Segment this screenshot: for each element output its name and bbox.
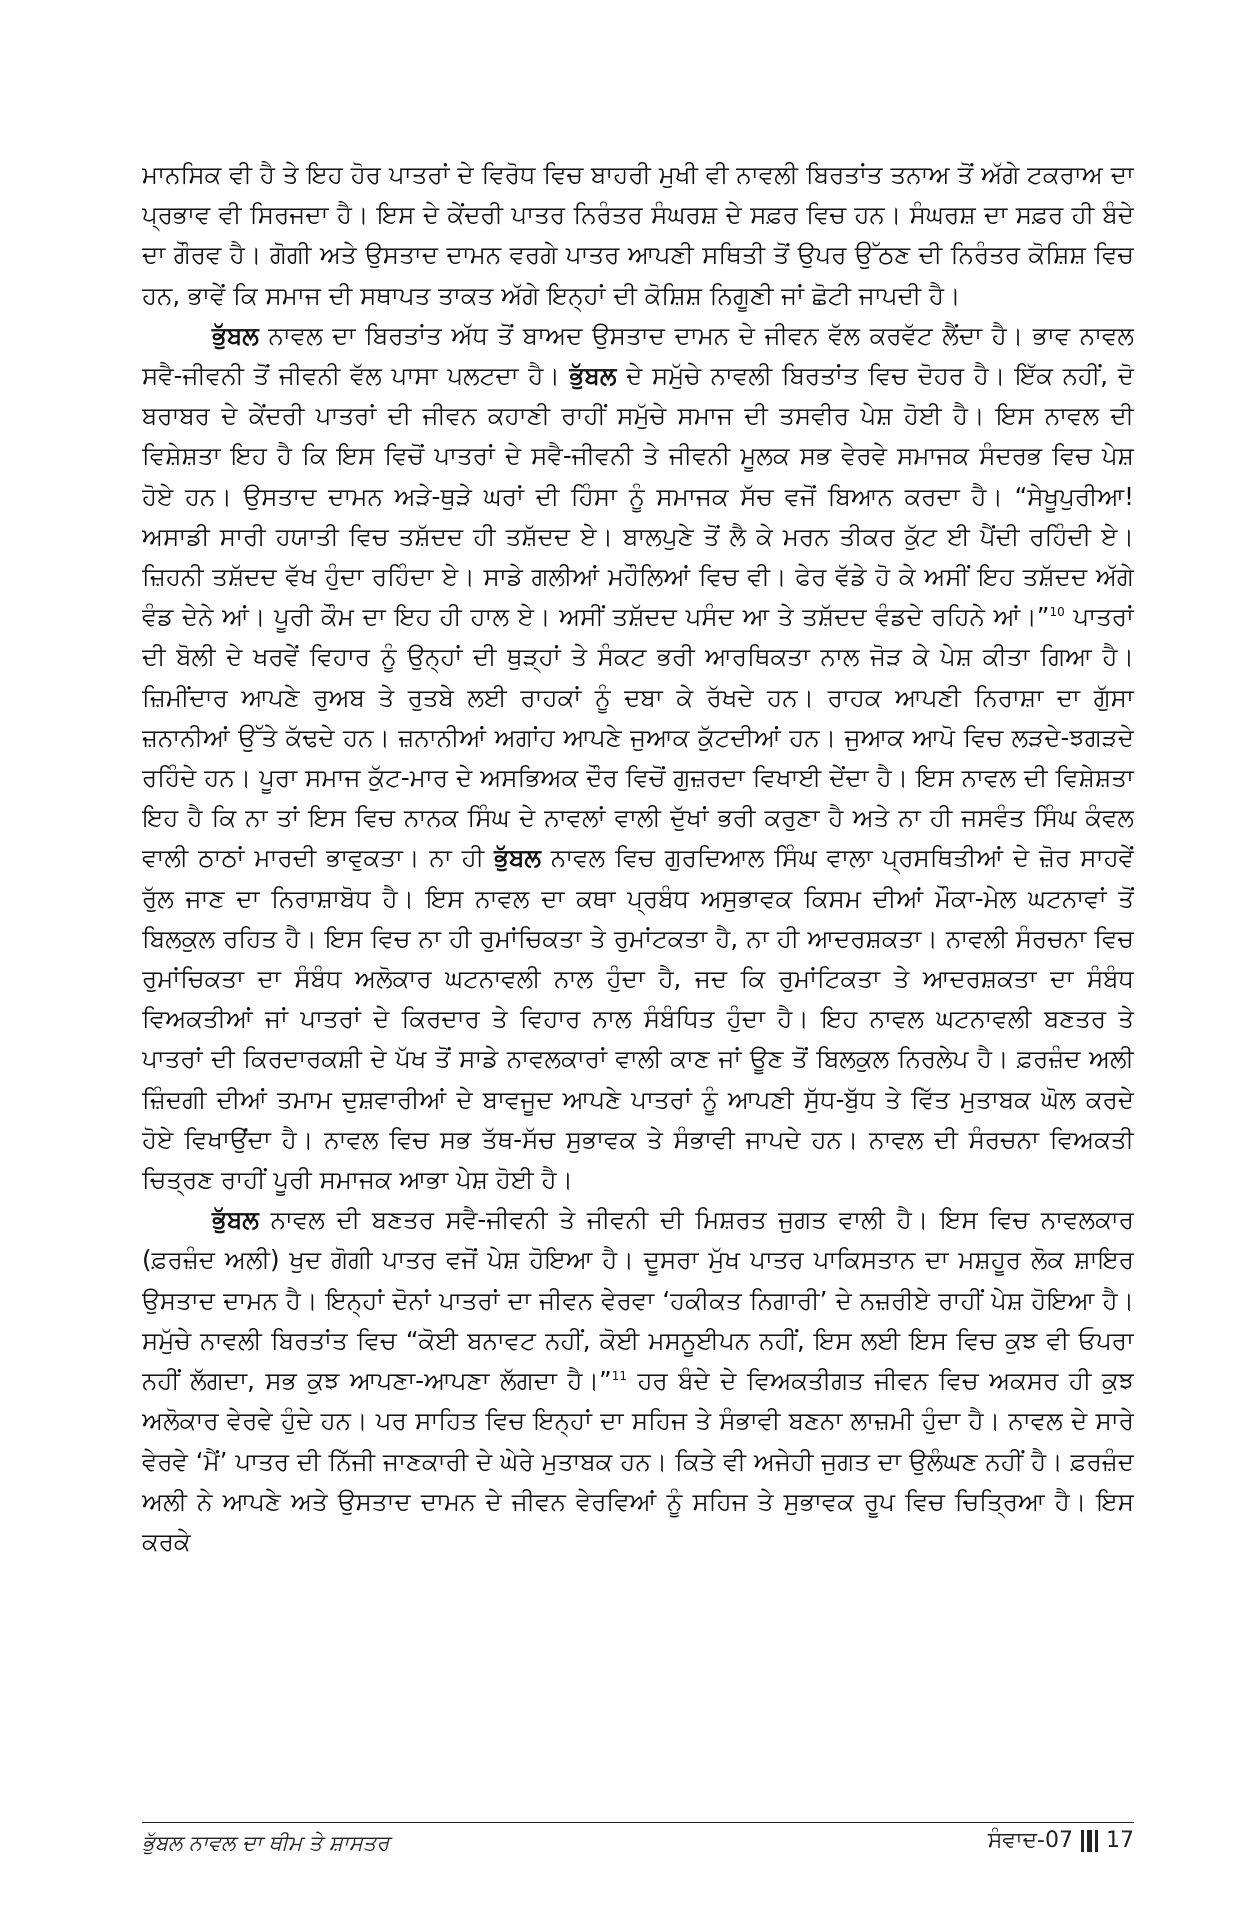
novel-title-bold: ਭੁੱਬਲ — [212, 320, 259, 350]
novel-title-bold: ਭੁੱਬਲ — [569, 361, 617, 391]
paragraph-2-text-c: ਪਾਤਰਾਂ ਦੀ ਬੋਲੀ ਦੇ ਖਰਵੇਂ ਵਿਹਾਰ ਨੂੰ ਉਨ੍ਹਾਂ ਦੀ ਥੁੜ੍ਹਾਂ ਤੇ ਸੰਕਟ ਭਰੀ ਆਰਥਿਕਤਾ ਨਾਲ ਜੋੜ ਕੇ ਪੇਸ਼ ਕੀਤਾ ਗਿਆ ਹੈ। ਜ਼ਿਮੀਂਦਾਰ ਆਪਣੇ ਰੁਅਬ ਤੇ ਰੁਤਬੇ ਲਈ ਰਾਹਕਾਂ ਨੂੰ ਦਬਾ ਕੇ ਰੱਖਦੇ ਹਨ। ਰਾਹਕ ਆਪਣੀ ਨਿਰਾਸ਼ਾ ਦਾ ਗੁੱਸਾ ਜ਼ਨਾਨੀਆਂ ਉੱਤੇ ਕੱਢਦੇ ਹਨ। ਜ਼ਨਾਨੀਆਂ ਅਗਾਂਹ ਆਪਣੇ ਜੁਆਕ ਕੁੱਟਦੀਆਂ ਹਨ। ਜੁਆਕ ਆਪੋ ਵਿਚ ਲੜਦੇ-ਝਗੜਦੇ ਰਹਿੰਦੇ ਹਨ। ਪੂਰਾ ਸਮਾਜ ਕੁੱਟ-ਮਾਰ ਦੇ ਅਸਭਿਅਕ ਦੌਰ ਵਿਚੋਂ ਗੁਜ਼ਰਦਾ ਵਿਖਾਈ ਦੇਂਦਾ ਹੈ। ਇਸ ਨਾਵਲ ਦੀ ਵਿਸ਼ੇਸ਼ਤਾ ਇਹ ਹੈ ਕਿ ਨਾ ਤਾਂ ਇਸ ਵਿਚ ਨਾਨਕ ਸਿੰਘ ਦੇ ਨਾਵਲਾਂ ਵਾਲੀ ਦੁੱਖਾਂ ਭਰੀ ਕਰੁਣਾ ਹੈ ਅਤੇ ਨਾ ਹੀ ਜਸਵੰਤ ਸਿੰਘ ਕੰਵਲ ਵਾਲੀ ਠਾਠਾਂ ਮਾਰਦੀ ਭਾਵੁਕਤਾ। ਨਾ ਹੀ — [142, 602, 1134, 873]
footer-divider — [142, 1822, 1134, 1823]
running-title: ਭੁੱਬਲ ਨਾਵਲ ਦਾ ਥੀਮ ਤੇ ਸ਼ਾਸਤਰ — [142, 1831, 390, 1855]
paragraph-2-text-b: ਦੇ ਸਮੁੱਚੇ ਨਾਵਲੀ ਬਿਰਤਾਂਤ ਵਿਚ ਦੋਹਰ ਹੈ। ਇੱਕ ਨਹੀਂ, ਦੋ ਬਰਾਬਰ ਦੇ ਕੇਂਦਰੀ ਪਾਤਰਾਂ ਦੀ ਜੀਵਨ ਕਹਾਣੀ ਰਾਹੀਂ ਸਮੁੱਚੇ ਸਮਾਜ ਦੀ ਤਸਵੀਰ ਪੇਸ਼ ਹੋਈ ਹੈ। ਇਸ ਨਾਵਲ ਦੀ ਵਿਸ਼ੇਸ਼ਤਾ ਇਹ ਹੈ ਕਿ ਇਸ ਵਿਚੋਂ ਪਾਤਰਾਂ ਦੇ ਸਵੈ-ਜੀਵਨੀ ਤੇ ਜੀਵਨੀ ਮੂਲਕ ਸਭ ਵੇਰਵੇ ਸਮਾਜਕ ਸੰਦਰਭ ਵਿਚ ਪੇਸ਼ ਹੋਏ ਹਨ। ਉਸਤਾਦ ਦਾਮਨ ਅੜੇ-ਥੁੜੇ ਘਰਾਂ ਦੀ ਹਿੰਸਾ ਨੂੰ ਸਮਾਜਕ ਸੱਚ ਵਜੋਂ ਬਿਆਨ ਕਰਦਾ ਹੈ। “ਸੇਖੂਪੁਰੀਆ! ਅਸਾਡੀ ਸਾਰੀ ਹਯਾਤੀ ਵਿਚ ਤਸ਼ੱਦਦ ਹੀ ਤਸ਼ੱਦਦ ਏ। ਬਾਲਪੁਣੇ ਤੋਂ ਲੈ ਕੇ ਮਰਨ ਤੀਕਰ ਕੁੱਟ ਈ ਪੈਂਦੀ ਰਹਿੰਦੀ ਏ। ਜ਼ਿਹਨੀ ਤਸ਼ੱਦਦ ਵੱਖ ਹੁੰਦਾ ਰਹਿੰਦਾ ਏ। ਸਾਡੇ ਗਲੀਆਂ ਮਹੌਲਿਆਂ ਵਿਚ ਵੀ। ਫੇਰ ਵੱਡੇ ਹੋ ਕੇ ਅਸੀਂ ਇਹ ਤਸ਼ੱਦਦ ਅੱਗੇ ਵੰਡ ਦੇਨੇ ਆਂ। ਪੂਰੀ ਕੌਮ ਦਾ ਇਹ ਹੀ ਹਾਲ ਏ। ਅਸੀਂ ਤਸ਼ੱਦਦ ਪਸੰਦ ਆ ਤੇ ਤਸ਼ੱਦਦ ਵੰਡਦੇ ਰਹਿਨੇ ਆਂ।” — [142, 361, 1134, 632]
paragraph-1-text: ਮਾਨਸਿਕ ਵੀ ਹੈ ਤੇ ਇਹ ਹੋਰ ਪਾਤਰਾਂ ਦੇ ਵਿਰੋਧ ਵਿਚ ਬਾਹਰੀ ਮੁਖੀ ਵੀ ਨਾਵਲੀ ਬਿਰਤਾਂਤ ਤਨਾਅ ਤੋਂ ਅੱਗੇ ਟਕਰਾਅ ਦਾ ਪ੍ਰਭਾਵ ਵੀ ਸਿਰਜਦਾ ਹੈ। ਇਸ ਦੇ ਕੇਂਦਰੀ ਪਾਤਰ ਨਿਰੰਤਰ ਸੰਘਰਸ਼ ਦੇ ਸਫ਼ਰ ਵਿਚ ਹਨ। ਸੰਘਰਸ਼ ਦਾ ਸਫ਼ਰ ਹੀ ਬੰਦੇ ਦਾ ਗੌਰਵ ਹੈ। ਗੋਗੀ ਅਤੇ ਉਸਤਾਦ ਦਾਮਨ ਵਰਗੇ ਪਾਤਰ ਆਪਣੀ ਸਥਿਤੀ ਤੋਂ ਉਪਰ ਉੱਠਣ ਦੀ ਨਿਰੰਤਰ ਕੋਸ਼ਿਸ਼ ਵਿਚ ਹਨ, ਭਾਵੇਂ ਕਿ ਸਮਾਜ ਦੀ ਸਥਾਪਤ ਤਾਕਤ ਅੱਗੇ ਇਨ੍ਹਾਂ ਦੀ ਕੋਸ਼ਿਸ਼ ਨਿਗੂਣੀ ਜਾਂ ਛੋਟੀ ਜਾਪਦੀ ਹੈ। — [142, 160, 1134, 310]
page-number: 17 — [1106, 1828, 1134, 1853]
separator-bars-icon — [1081, 1829, 1098, 1853]
paragraph-3-text-b: ਹਰ ਬੰਦੇ ਦੇ ਵਿਅਕਤੀਗਤ ਜੀਵਨ ਵਿਚ ਅਕਸਰ ਹੀ ਕੁਝ ਅਲੋਕਾਰ ਵੇਰਵੇ ਹੁੰਦੇ ਹਨ। ਪਰ ਸਾਹਿਤ ਵਿਚ ਇਨ੍ਹਾਂ ਦਾ ਸਹਿਜ ਤੇ ਸੰਭਾਵੀ ਬਣਨਾ ਲਾਜ਼ਮੀ ਹੁੰਦਾ ਹੈ। ਨਾਵਲ ਦੇ ਸਾਰੇ ਵੇਰਵੇ ‘ਮੈਂ’ ਪਾਤਰ ਦੀ ਨਿੱਜੀ ਜਾਣਕਾਰੀ ਦੇ ਘੇਰੇ ਮੁਤਾਬਕ ਹਨ। ਕਿਤੇ ਵੀ ਅਜੇਹੀ ਜੁਗਤ ਦਾ ਉਲੰਘਣ ਨਹੀਂ ਹੈ। ਫ਼ਰਜ਼ੰਦ ਅਲੀ ਨੇ ਆਪਣੇ ਅਤੇ ਉਸਤਾਦ ਦਾਮਨ ਦੇ ਜੀਵਨ ਵੇਰਵਿਆਂ ਨੂੰ ਸਹਿਜ ਤੇ ਸੁਭਾਵਕ ਰੂਪ ਵਿਚ ਚਿਤ੍ਰਿਆ ਹੈ। ਇਸ ਕਰਕੇ — [142, 1366, 1134, 1556]
page-footer-right — [988, 1826, 1134, 1856]
body-text — [142, 155, 1134, 1800]
paragraph-1 — [142, 155, 1134, 316]
footnote-ref-10: 10 — [1049, 605, 1065, 620]
footnote-ref-11: 11 — [611, 1368, 627, 1383]
journal-name: ਸੰਵਾਦ-07 — [987, 1828, 1073, 1853]
paragraph-2-text-a: ਨਾਵਲ ਦਾ ਬਿਰਤਾਂਤ ਅੱਧ ਤੋਂ ਬਾਅਦ ਉਸਤਾਦ ਦਾਮਨ ਦੇ ਜੀਵਨ ਵੱਲ ਕਰਵੱਟ ਲੈਂਦਾ ਹੈ। ਭਾਵ ਨਾਵਲ ਸਵੈ-ਜੀਵਨੀ ਤੋਂ ਜੀਵਨੀ ਵੱਲ ਪਾਸਾ ਪਲਟਦਾ ਹੈ। — [142, 320, 1134, 391]
paragraph-3 — [142, 1200, 1134, 1562]
paragraph-2-text-d: ਨਾਵਲ ਵਿਚ ਗੁਰਦਿਆਲ ਸਿੰਘ ਵਾਲਾ ਪ੍ਰਸਥਿਤੀਆਂ ਦੇ ਜ਼ੋਰ ਸਾਹਵੇਂ ਰੁੱਲ ਜਾਣ ਦਾ ਨਿਰਾਸ਼ਾਬੋਧ ਹੈ। ਇਸ ਨਾਵਲ ਦਾ ਕਥਾ ਪ੍ਰਬੰਧ ਅਸੁਭਾਵਕ ਕਿਸਮ ਦੀਆਂ ਮੌਕਾ-ਮੇਲ ਘਟਨਾਵਾਂ ਤੋਂ ਬਿਲਕੁਲ ਰਹਿਤ ਹੈ। ਇਸ ਵਿਚ ਨਾ ਹੀ ਰੁਮਾਂਚਿਕਤਾ ਤੇ ਰੁਮਾਂਟਕਤਾ ਹੈ, ਨਾ ਹੀ ਆਦਰਸ਼ਕਤਾ। ਨਾਵਲੀ ਸੰਰਚਨਾ ਵਿਚ ਰੁਮਾਂਚਿਕਤਾ ਦਾ ਸੰਬੰਧ ਅਲੋਕਾਰ ਘਟਨਾਵਲੀ ਨਾਲ ਹੁੰਦਾ ਹੈ, ਜਦ ਕਿ ਰੁਮਾਂਟਿਕਤਾ ਤੇ ਆਦਰਸ਼ਕਤਾ ਦਾ ਸੰਬੰਧ ਵਿਅਕਤੀਆਂ ਜਾਂ ਪਾਤਰਾਂ ਦੇ ਕਿਰਦਾਰ ਤੇ ਵਿਹਾਰ ਨਾਲ ਸੰਬੰਧਿਤ ਹੁੰਦਾ ਹੈ। ਇਹ ਨਾਵਲ ਘਟਨਾਵਲੀ ਬਣਤਰ ਤੇ ਪਾਤਰਾਂ ਦੀ ਕਿਰਦਾਰਕਸ਼ੀ ਦੇ ਪੱਖ ਤੋਂ ਸਾਡੇ ਨਾਵਲਕਾਰਾਂ ਵਾਲੀ ਕਾਣ ਜਾਂ ਊਣ ਤੋਂ ਬਿਲਕੁਲ ਨਿਰਲੇਪ ਹੈ। ਫ਼ਰਜ਼ੰਦ ਅਲੀ ਜ਼ਿੰਦਗੀ ਦੀਆਂ ਤਮਾਮ ਦੁਸ਼ਵਾਰੀਆਂ ਦੇ ਬਾਵਜੂਦ ਆਪਣੇ ਪਾਤਰਾਂ ਨੂੰ ਆਪਣੀ ਸੁੱਧ-ਬੁੱਧ ਤੇ ਵਿੱਤ ਮੁਤਾਬਕ ਘੋਲ ਕਰਦੇ ਹੋਏ ਵਿਖਾਉਂਦਾ ਹੈ। ਨਾਵਲ ਵਿਚ ਸਭ ਤੱਥ-ਸੱਚ ਸੁਭਾਵਕ ਤੇ ਸੰਭਾਵੀ ਜਾਪਦੇ ਹਨ। ਨਾਵਲ ਦੀ ਸੰਰਚਨਾ ਵਿਅਕਤੀ ਚਿਤ੍ਰਣ ਰਾਹੀਂ ਪੂਰੀ ਸਮਾਜਕ ਆਭਾ ਪੇਸ਼ ਹੋਈ ਹੈ। — [142, 843, 1134, 1195]
novel-title-bold: ਭੁੱਬਲ — [212, 1205, 259, 1235]
novel-title-bold: ਭੁੱਬਲ — [494, 843, 541, 873]
paragraph-3-text-a: ਨਾਵਲ ਦੀ ਬਣਤਰ ਸਵੈ-ਜੀਵਨੀ ਤੇ ਜੀਵਨੀ ਦੀ ਮਿਸ਼ਰਤ ਜੁਗਤ ਵਾਲੀ ਹੈ। ਇਸ ਵਿਚ ਨਾਵਲਕਾਰ (ਫ਼ਰਜ਼ੰਦ ਅਲੀ) ਖੁਦ ਗੋਗੀ ਪਾਤਰ ਵਜੋਂ ਪੇਸ਼ ਹੋਇਆ ਹੈ। ਦੂਸਰਾ ਮੁੱਖ ਪਾਤਰ ਪਾਕਿਸਤਾਨ ਦਾ ਮਸ਼ਹੂਰ ਲੋਕ ਸ਼ਾਇਰ ਉਸਤਾਦ ਦਾਮਨ ਹੈ। ਇਨ੍ਹਾਂ ਦੋਨਾਂ ਪਾਤਰਾਂ ਦਾ ਜੀਵਨ ਵੇਰਵਾ ‘ਹਕੀਕਤ ਨਿਗਾਰੀ’ ਦੇ ਨਜ਼ਰੀਏ ਰਾਹੀਂ ਪੇਸ਼ ਹੋਇਆ ਹੈ। ਸਮੁੱਚੇ ਨਾਵਲੀ ਬਿਰਤਾਂਤ ਵਿਚ “ਕੋਈ ਬਨਾਵਟ ਨਹੀਂ, ਕੋਈ ਮਸਨੂਈਪਨ ਨਹੀਂ, ਇਸ ਲਈ ਇਸ ਵਿਚ ਕੁਝ ਵੀ ਓਪਰਾ ਨਹੀਂ ਲੱਗਦਾ, ਸਭ ਕੁਝ ਆਪਣਾ-ਆਪਣਾ ਲੱਗਦਾ ਹੈ।” — [142, 1205, 1134, 1396]
paragraph-2 — [142, 316, 1134, 1200]
